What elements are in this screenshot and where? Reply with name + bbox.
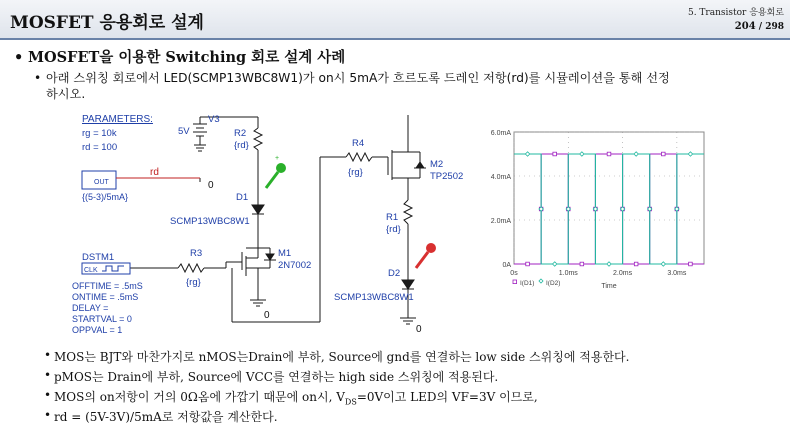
ontime: ONTIME = .5mS	[72, 292, 139, 302]
bullet-1	[44, 348, 630, 365]
bullet-2	[44, 368, 499, 385]
rd-net-label: rd	[150, 167, 159, 178]
bullet-3-post: =0V이고 LED의 VF=3V 이므로,	[356, 390, 538, 404]
ground-zero-label-d2: 0	[416, 324, 422, 335]
chart-y-tick-label: 6.0mA	[490, 130, 511, 137]
chart-y-tick-label: 4.0mA	[490, 174, 511, 181]
out-expr: {(5-3)/5mA}	[82, 192, 129, 202]
slide-title: MOSFET 응용회로 설계	[10, 13, 204, 33]
bullet-dot: •	[14, 49, 24, 66]
green-probe-icon	[266, 155, 286, 188]
params-title: PARAMETERS:	[82, 114, 153, 125]
ground-zero-label: 0	[208, 180, 214, 191]
bullet-2-text: pMOS는 Drain에 부하, Source에 VCC를 연결하는 high side 스위칭에 적용된다.	[54, 370, 499, 384]
bullet-1-pre: MOS는 BJT와 마찬가지로 nMOS는	[54, 350, 249, 364]
page-current: 204	[734, 21, 756, 32]
chart-marker-square	[553, 152, 557, 156]
r3-label: R3	[190, 248, 203, 259]
bullet-4	[44, 408, 278, 425]
chart-legend-marker	[539, 279, 543, 283]
chart-legend-label: I(D2)	[546, 280, 561, 287]
intro-line-1: 아래 스위칭 회로에서 LED(SCMP13WBC8W1)가 on시 5mA가 흐르도록 드레인 저항(rd)를 시뮬레이션을 통해 선정	[46, 71, 670, 85]
red-probe-icon	[416, 243, 436, 268]
param-rg: rg = 10k	[82, 128, 117, 139]
chart-legend-label: I(D1)	[520, 280, 535, 287]
bullet-3-sub: DS	[344, 397, 357, 407]
d1-label: D1	[236, 192, 249, 203]
intro-line-2: 하시오.	[46, 87, 86, 101]
out-box-label: OUT	[94, 179, 109, 186]
bullet-3	[44, 388, 538, 407]
d2-part: SCMP13WBC8W1	[334, 292, 414, 303]
m2-label: M2	[430, 159, 444, 170]
chart-marker-square	[689, 262, 693, 266]
m1-label: M1	[278, 248, 292, 259]
d2-label: D2	[388, 268, 401, 279]
oppval: OPPVAL = 1	[72, 325, 123, 335]
bullet-4-text: rd = (5V-3V)/5mA로 저항값을 계산한다.	[54, 410, 278, 424]
delay: DELAY =	[72, 303, 109, 313]
offtime: OFFTIME = .5mS	[72, 281, 143, 291]
chart-y-tick-label: 2.0mA	[490, 218, 511, 225]
r2-label: R2	[234, 128, 247, 139]
chart-marker-square	[526, 262, 530, 266]
bullet-1-mid: Drain에 부하, Source에 gnd를 연결하는 low side 스위칭에 적용한다.	[248, 350, 630, 364]
simulation-chart	[478, 122, 718, 304]
startval: STARTVAL = 0	[72, 314, 132, 324]
bullet-dot: •	[44, 388, 52, 402]
v3-label: V3	[208, 114, 220, 125]
chart-x-tick-label: 0s	[510, 270, 518, 277]
chart-marker-square	[661, 152, 665, 156]
chart-marker-square	[607, 152, 611, 156]
r4-value: {rg}	[348, 167, 363, 178]
chart-x-axis-label: Time	[601, 283, 617, 290]
bullet-dot: •	[44, 348, 52, 362]
r4-label: R4	[352, 138, 365, 149]
d1-part: SCMP13WBC8W1	[170, 216, 250, 227]
chart-x-tick-label: 3.0ms	[667, 270, 687, 277]
r1-value: {rd}	[386, 224, 401, 235]
r2-value: {rd}	[234, 140, 249, 151]
m1-part: 2N7002	[278, 260, 312, 271]
param-rd: rd = 100	[82, 142, 118, 153]
bullet-dot: •	[34, 71, 42, 85]
chart-y-tick-label: 0A	[502, 262, 511, 269]
dstm-label: DSTM1	[82, 252, 115, 263]
bullet-3-pre: MOS의 on저항이 거의 0Ω옴에 가깝기 때문에 on시, V	[54, 390, 345, 404]
r3-value: {rg}	[186, 277, 201, 288]
v3-value: 5V	[178, 126, 190, 137]
r1-label: R1	[386, 212, 399, 223]
chart-x-tick-label: 2.0ms	[613, 270, 633, 277]
svg-text:+: +	[275, 155, 280, 162]
chart-legend-marker	[513, 280, 517, 284]
m2-part: TP2502	[430, 171, 464, 182]
dstm-box-label: CLK	[84, 267, 98, 274]
chart-marker-square	[634, 262, 638, 266]
ground-zero-label-m1: 0	[264, 310, 270, 321]
section-heading-text: MOSFET을 이용한 Switching 회로 설계 사례	[28, 49, 346, 66]
bullet-dot: •	[44, 408, 52, 422]
chart-x-tick-label: 1.0ms	[558, 270, 578, 277]
bullet-dot: •	[44, 368, 52, 382]
chapter-label: 5. Transistor 응용회로	[687, 8, 784, 18]
chart-marker-square	[580, 262, 584, 266]
page-total: / 298	[755, 22, 784, 32]
